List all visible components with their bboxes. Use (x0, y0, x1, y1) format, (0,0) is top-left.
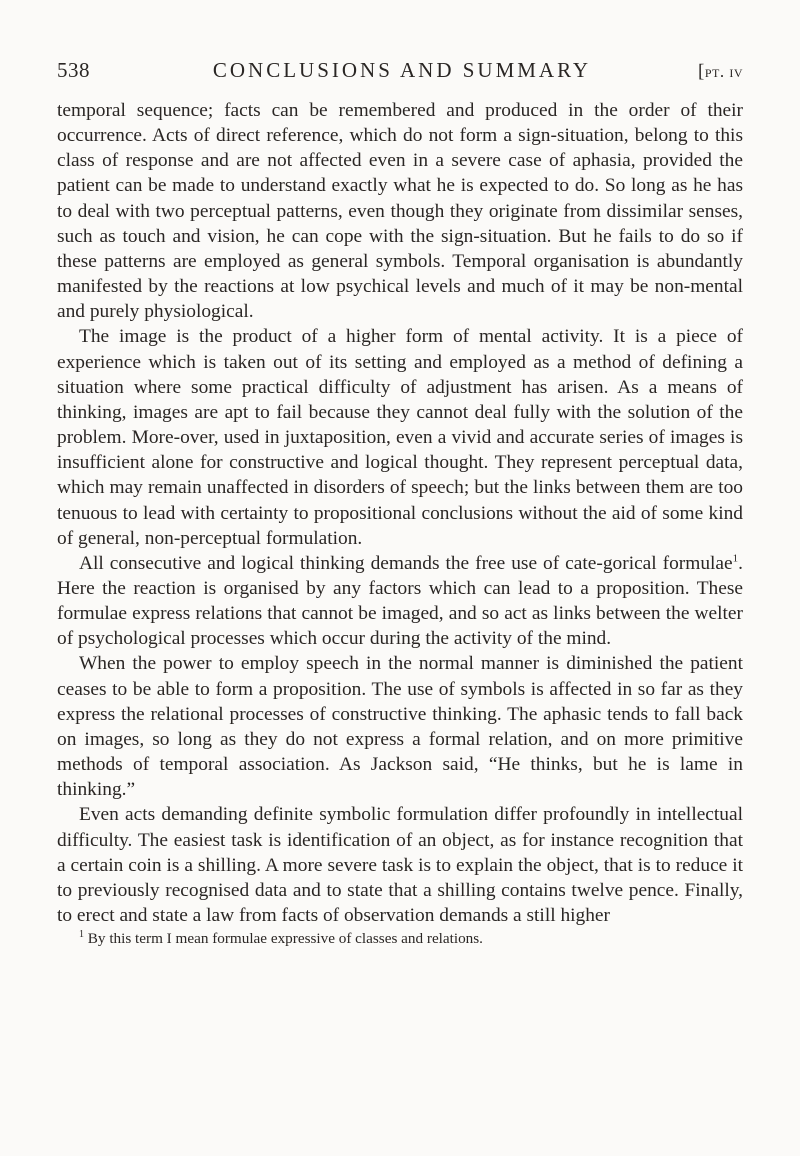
page-number: 538 (57, 58, 90, 82)
footnote (57, 929, 743, 949)
part-reference (651, 61, 743, 83)
part-label: pt. iv (704, 62, 743, 81)
paragraph: The image is the product of a higher form of mental activity. It is a piece of experience which is taken out of its setting and employed as a method of defining a situation where some practical difficulty of adjustment has arisen. As a means of thinking, images are apt to fail because they cannot deal fully with the solution of the problem. More-over, used in juxtaposition, even a vivid and accurate series of images is insufficient alone for constructive and logical thought. They represent perceptual data, which may remain unaffected in disorders of speech; but the links between them are too tenuous to lead with certainty to propositional conclusions without the aid of some kind of general, non-perceptual formulation. (57, 326, 743, 549)
paragraph-text: . Here the reaction is organised by any factors which can lead to a proposition. These formulae express relations that cannot be imaged, and so act as links between the welter of psychological processes which occur during the activity of the mind. (57, 552, 743, 650)
paragraph: Even acts demanding definite symbolic formulation differ profoundly in intellectual difficulty. The easiest task is identification of an object, as for instance recognition that a certain coin is a shilling. A more severe task is to explain the object, that is to reduce it to previously recognised data and to state that a shilling contains twelve pence. Finally, to erect and state a law from facts of observation demands a still higher (57, 804, 743, 926)
paragraph-text: All consecutive and logical thinking demands the free use of cate-gorical formulae (79, 552, 733, 574)
paragraph: temporal sequence; facts can be remembered and produced in the order of their occurrence. Acts of direct reference, which do not form a sign-situation, belong to this class of response and are not affected even in a severe case of aphasia, provided the patient can be made to understand exactly what he is expected to do. So long as he has to deal with two perceptual patterns, even though they originate from dissimilar senses, such as touch and vision, he can cope with the sign-situation. But he fails to do so if these patterns are employed as general symbols. Temporal organisation is abundantly manifested by the reactions at low psychical levels and much of it may be non-mental and purely physiological. (57, 100, 743, 323)
footnote-reference[interactable]: 1 (732, 552, 739, 565)
body-text (57, 98, 743, 928)
part-bracket: [ (698, 61, 705, 82)
paragraph: When the power to employ speech in the normal manner is diminished the patient ceases to be able to form a proposition. The use of symbols is affected in so far as they express the relational processes of constructive thinking. The aphasic tends to fall back on images, so long as they do not express a formal relation, and on more primitive methods of temporal association. As Jackson said, “He thinks, but he is lame in thinking.” (57, 653, 743, 801)
book-page (57, 58, 743, 949)
running-head (57, 58, 743, 98)
footnote-text: By this term I mean formulae expressive of classes and relations. (84, 930, 483, 948)
chapter-title: CONCLUSIONS AND SUMMARY (212, 58, 592, 82)
paragraph (57, 551, 743, 652)
footnote-marker: 1 (79, 929, 84, 941)
